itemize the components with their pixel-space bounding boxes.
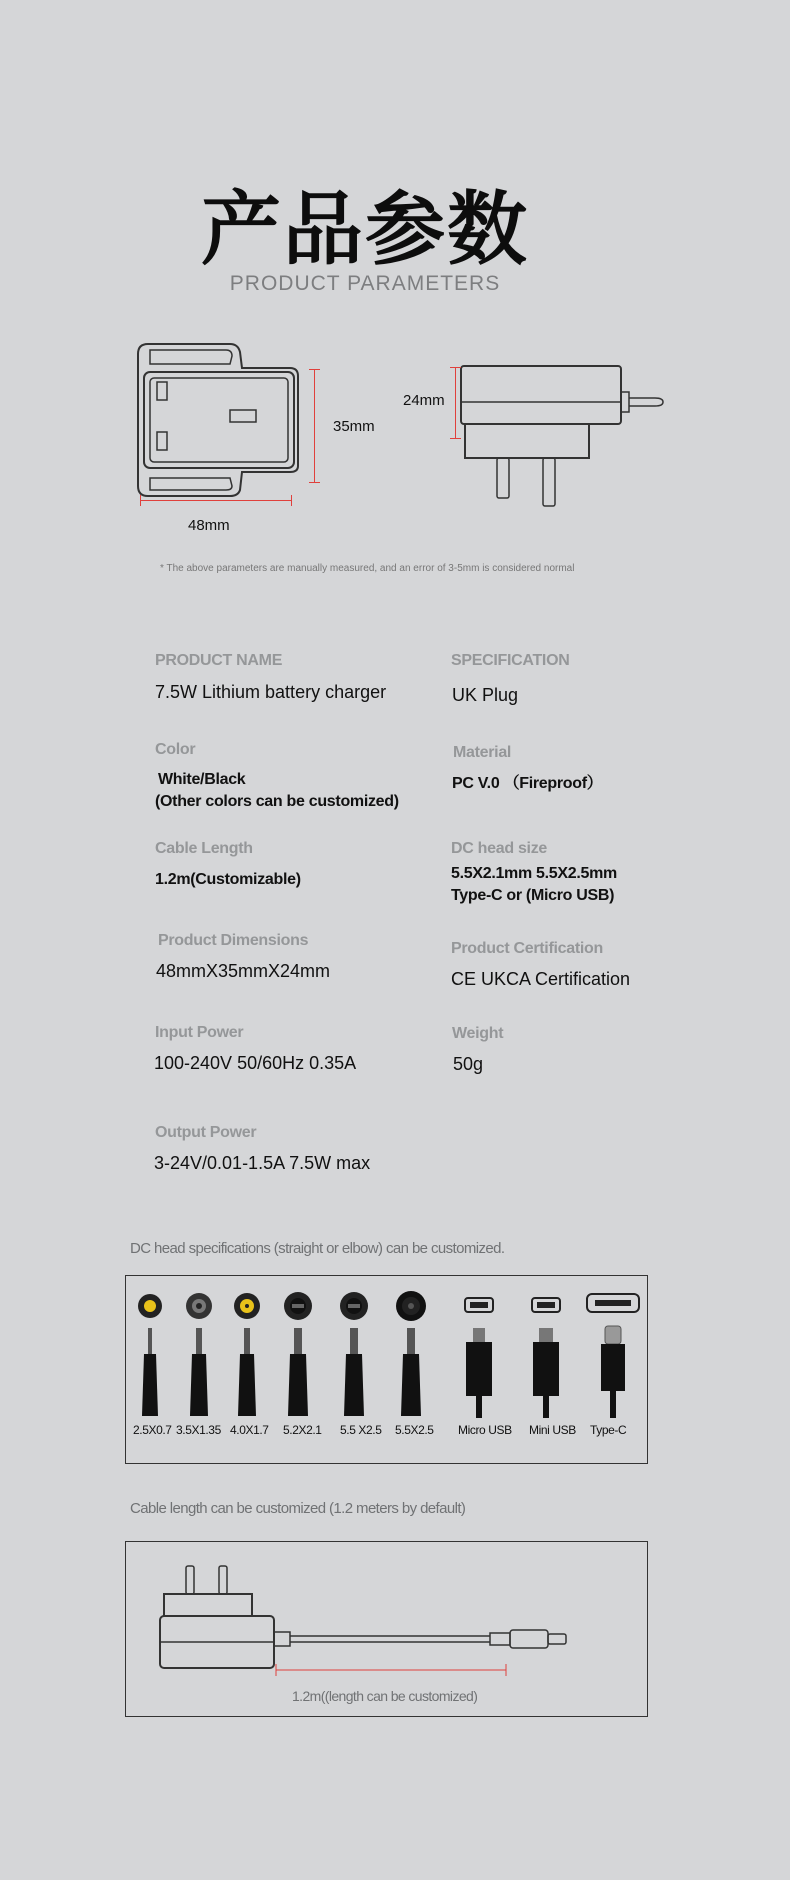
cable-panel [125, 1541, 648, 1717]
dc-head-size-label: DC head size [451, 840, 547, 857]
output-power-value: 3-24V/0.01-1.5A 7.5W max [154, 1153, 371, 1173]
connector-label: 5.5 X2.5 [340, 1423, 382, 1437]
height-measure-line [314, 369, 315, 483]
connector-label: Type-C [590, 1423, 627, 1437]
height-label: 35mm [333, 418, 375, 435]
height-measure-tick [309, 369, 320, 370]
page-title: 产品参数 [201, 183, 529, 276]
width-measure-tick [140, 495, 141, 506]
output-power-label: Output Power [155, 1124, 257, 1141]
cable-length-value: 1.2m(Customizable) [155, 871, 301, 888]
material-label: Material [453, 744, 512, 761]
connector-label: 5.2X2.1 [283, 1423, 322, 1437]
connector-caption: DC head specifications (straight or elbow) can be customized. [130, 1240, 505, 1257]
product-dimensions-value: 48mmX35mmX24mm [156, 961, 331, 981]
depth-measure-line [455, 367, 456, 439]
input-power-label: Input Power [155, 1024, 244, 1041]
barrel-plug-icon [186, 1293, 212, 1416]
depth-measure-tick [450, 438, 461, 439]
width-measure-tick [291, 495, 292, 506]
specification-value: UK Plug [452, 685, 519, 705]
product-name-value: 7.5W Lithium battery charger [155, 682, 387, 702]
certification-value: CE UKCA Certification [451, 969, 631, 989]
barrel-plug-icon [284, 1292, 312, 1416]
color-note: (Other colors can be customized) [155, 793, 399, 810]
connector-label: 2.5X0.7 [133, 1423, 172, 1437]
connector-label: 4.0X1.7 [230, 1423, 269, 1437]
product-dimensions-label: Product Dimensions [158, 932, 309, 949]
depth-measure-tick [450, 367, 461, 368]
weight-label: Weight [452, 1025, 504, 1042]
measurement-note: * The above parameters are manually measured, and an error of 3-5mm is considered normal [160, 563, 575, 574]
type-c-icon [587, 1294, 639, 1418]
connector-icons [126, 1276, 647, 1426]
input-power-value: 100-240V 50/60Hz 0.35A [154, 1053, 357, 1073]
height-measure-tick [309, 482, 320, 483]
color-value: White/Black [158, 771, 246, 788]
page-subtitle: PRODUCT PARAMETERS [229, 272, 501, 295]
cable-length-label: Cable Length [155, 840, 253, 857]
certification-label: Product Certification [451, 940, 603, 957]
barrel-plug-icon [340, 1292, 368, 1416]
barrel-plug-icon [234, 1293, 260, 1416]
barrel-plug-icon [396, 1291, 426, 1416]
connector-label: Mini USB [529, 1423, 576, 1437]
width-measure-line [140, 500, 292, 501]
connector-label: 3.5X1.35 [176, 1423, 221, 1437]
charger-front-view [130, 338, 330, 508]
depth-label: 24mm [403, 392, 445, 409]
cable-caption: Cable length can be customized (1.2 meters by default) [130, 1500, 466, 1517]
mini-usb-icon [532, 1298, 560, 1418]
connector-label: 5.5X2.5 [395, 1423, 434, 1437]
product-name-label: PRODUCT NAME [155, 652, 283, 669]
connector-label: Micro USB [458, 1423, 512, 1437]
barrel-plug-icon [138, 1294, 162, 1416]
cable-length-note: 1.2m((length can be customized) [292, 1688, 478, 1704]
material-value: PC V.0 （Fireproof） [452, 775, 603, 792]
color-label: Color [155, 741, 196, 758]
connector-panel [125, 1275, 648, 1464]
weight-value: 50g [453, 1054, 484, 1074]
width-label: 48mm [188, 517, 230, 534]
specification-label: SPECIFICATION [451, 652, 570, 669]
micro-usb-icon [465, 1298, 493, 1418]
dc-head-size-value: 5.5X2.1mm 5.5X2.5mm [451, 865, 617, 882]
charger-side-view [455, 362, 685, 522]
dc-head-size-value-2: Type-C or (Micro USB) [451, 887, 615, 904]
